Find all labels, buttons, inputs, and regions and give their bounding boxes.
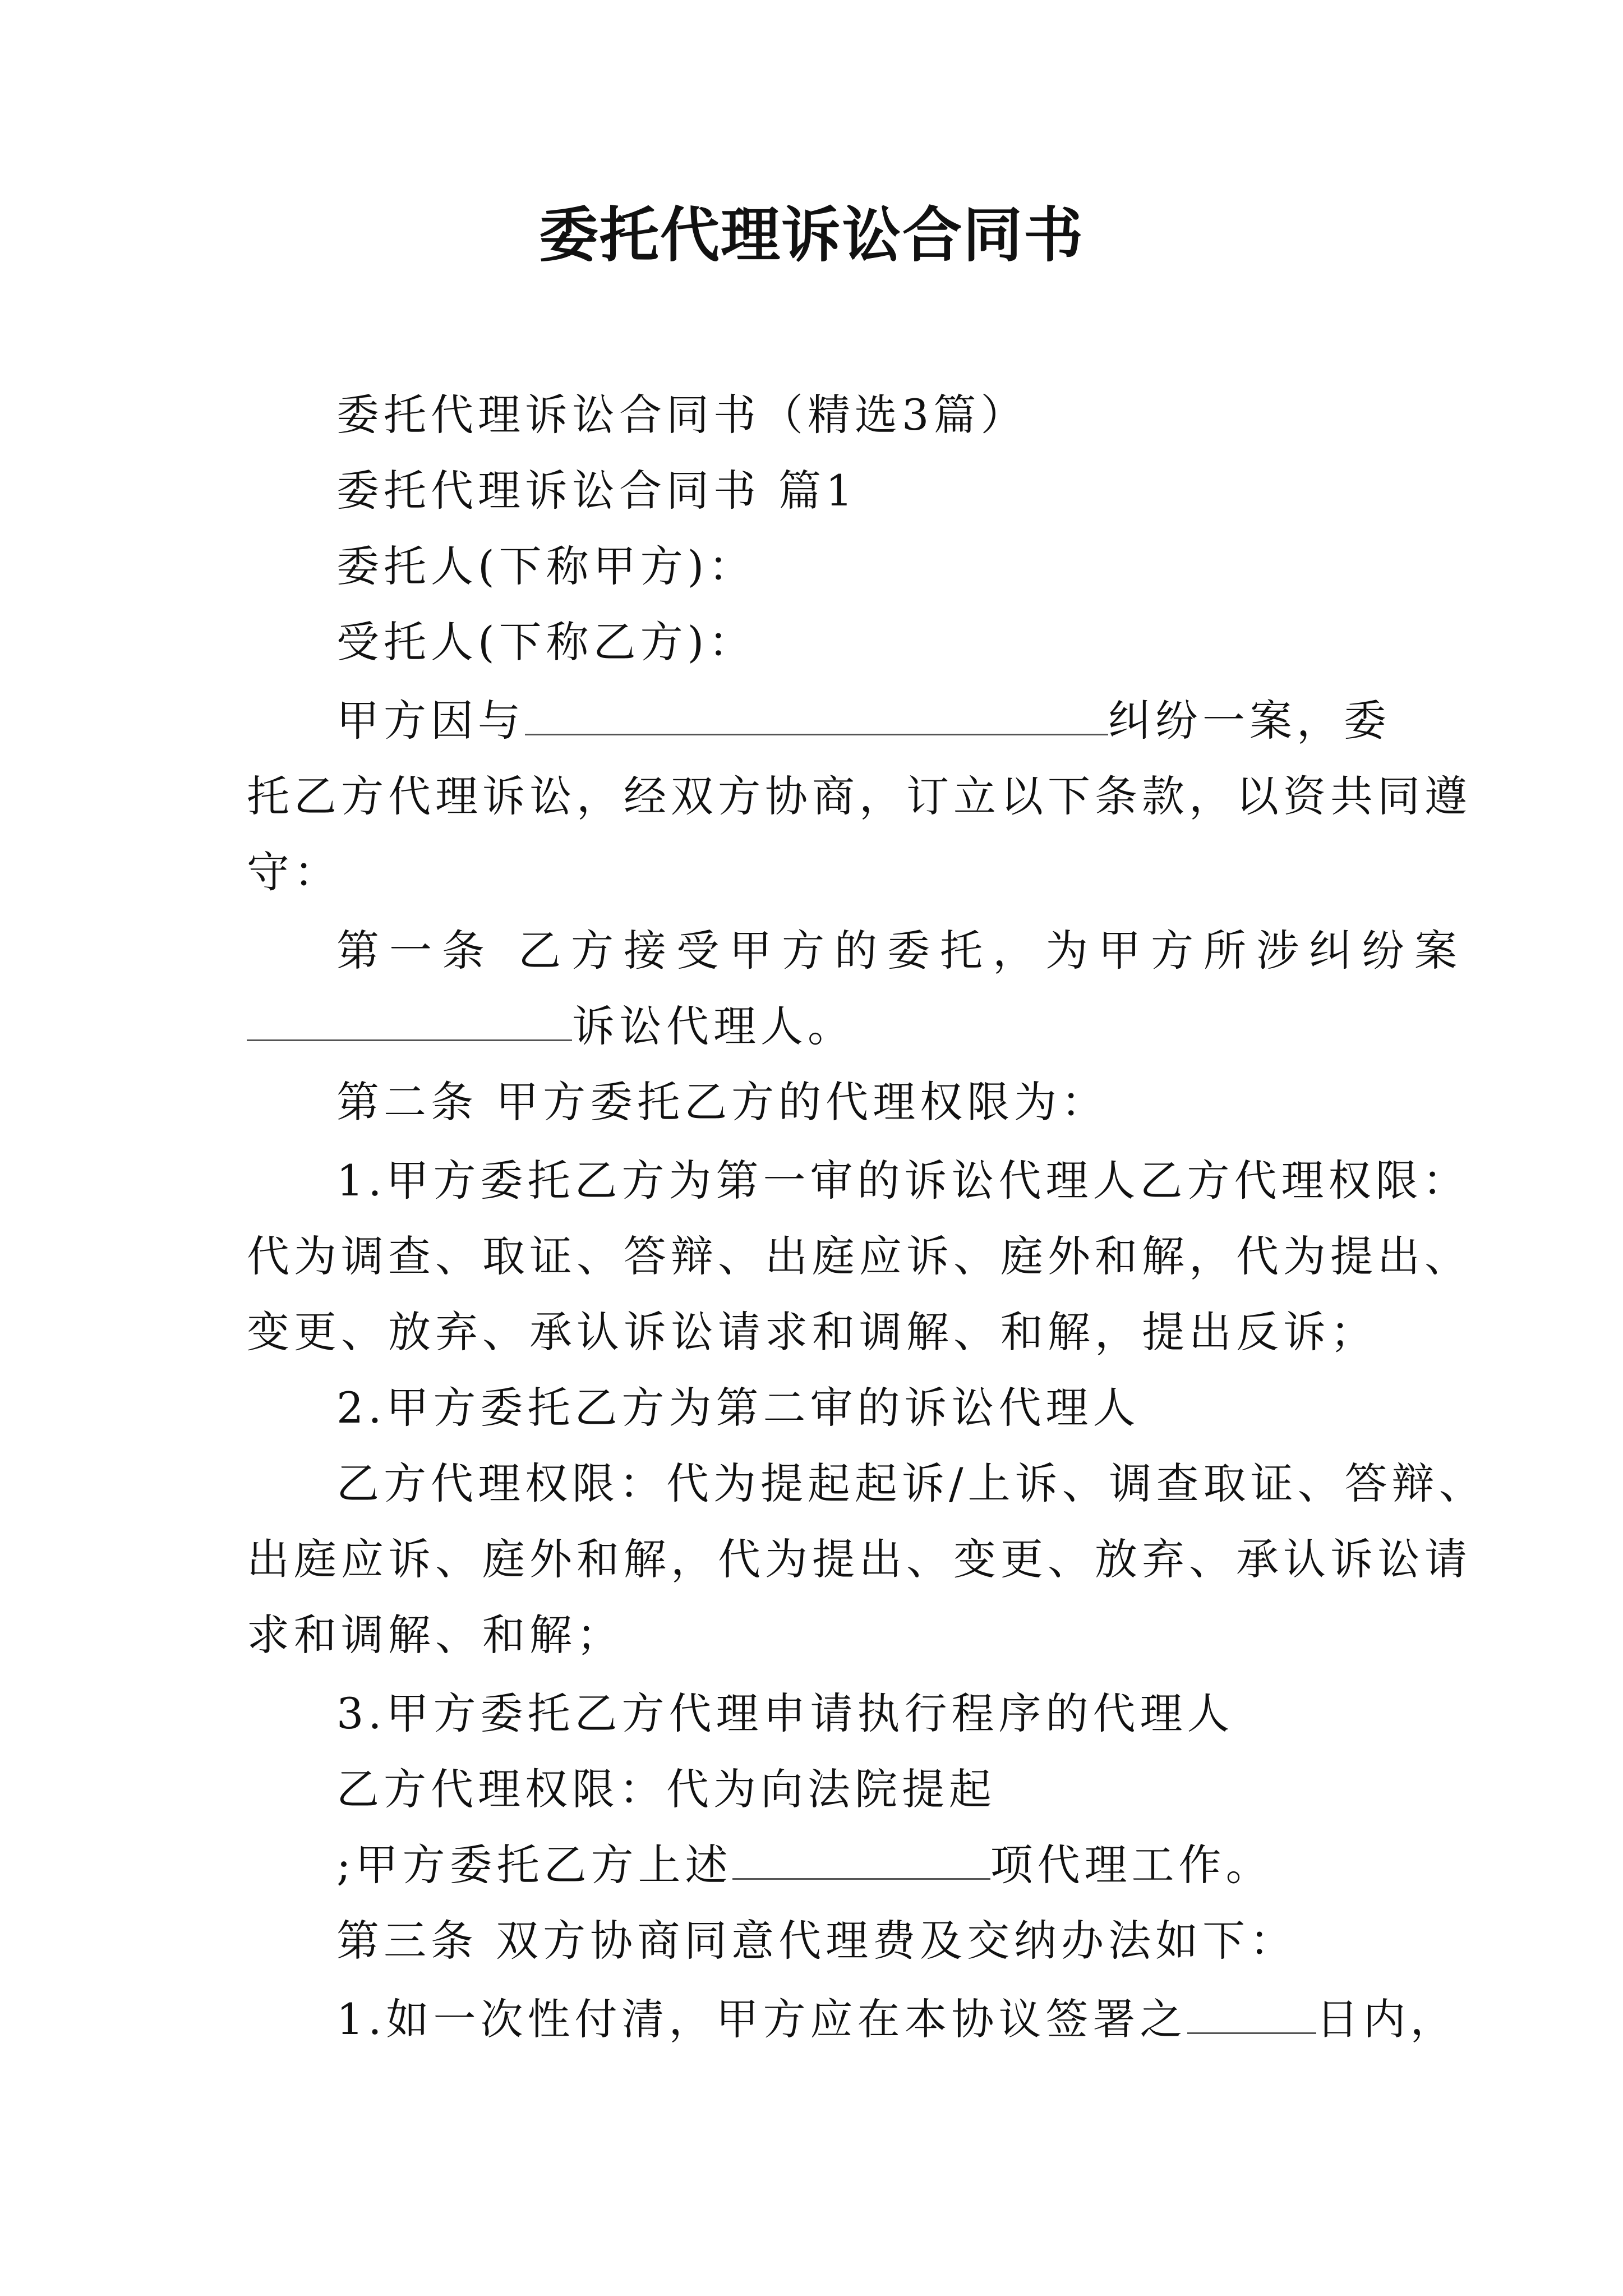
item-2-line-3: 求和调解、和解； (247, 1610, 624, 1660)
article-2: 第二条 甲方委托乙方的代理权限为： (336, 1077, 1109, 1127)
item-3-text-b2: 项代理工作。 (990, 1840, 1273, 1890)
intro-line-3: 守： (247, 847, 341, 897)
dispute-party-blank (525, 694, 1108, 735)
item-1-line-3: 变更、放弃、承认诉讼请求和调解、和解，提出反诉； (247, 1307, 1377, 1357)
intro-line-1 (336, 693, 1391, 749)
fee-1-text-a: 1.如一次性付清，甲方应在本协议签署之 (336, 1994, 1187, 2044)
item-3-line-2 (336, 1837, 1273, 1893)
case-blank (247, 1000, 572, 1041)
item-1-line-1: 1.甲方委托乙方为第一审的诉讼代理人乙方代理权限： (336, 1156, 1470, 1205)
subtitle: 委托代理诉讼合同书（精选3篇） (336, 390, 1028, 440)
item-2-line-1: 乙方代理权限：代为提起起诉/上诉、调查取证、答辩、 (336, 1458, 1486, 1508)
article-1-text-b: 诉讼代理人。 (572, 1001, 855, 1051)
principal-line: 委托人(下称甲方)： (336, 541, 756, 591)
item-3-text-b1: ;甲方委托乙方上述 (336, 1840, 732, 1890)
fee-1-text-b: 日内， (1316, 1994, 1458, 2044)
article-3: 第三条 双方协商同意代理费及交纳办法如下： (336, 1916, 1297, 1966)
intro-line-2: 托乙方代理诉讼，经双方协商，订立以下条款，以资共同遵 (247, 771, 1472, 821)
agent-line: 受托人(下称乙方)： (336, 617, 756, 667)
section-heading: 委托代理诉讼合同书 篇1 (336, 466, 857, 516)
article-1-line-1: 第一条 乙方接受甲方的委托，为甲方所涉纠纷案 (336, 926, 1468, 976)
intro-text-a: 甲方因与 (336, 696, 525, 746)
item-1-line-2: 代为调查、取证、答辩、出庭应诉、庭外和解，代为提出、 (247, 1231, 1472, 1281)
work-count-blank (732, 1839, 990, 1880)
item-3-line-1: 乙方代理权限：代为向法院提起 (336, 1764, 996, 1814)
article-1-line-2 (247, 999, 855, 1055)
intro-text-b: 纠纷一案，委 (1108, 696, 1391, 746)
days-blank (1187, 1993, 1316, 2034)
item-3: 3.甲方委托乙方代理申请执行程序的代理人 (336, 1688, 1234, 1738)
item-2-line-2: 出庭应诉、庭外和解，代为提出、变更、放弃、承认诉讼请 (247, 1534, 1472, 1584)
fee-1-line (336, 1991, 1458, 2047)
item-2: 2.甲方委托乙方为第二审的诉讼代理人 (336, 1383, 1140, 1433)
document-title: 委托代理诉讼合同书 (539, 201, 1084, 270)
